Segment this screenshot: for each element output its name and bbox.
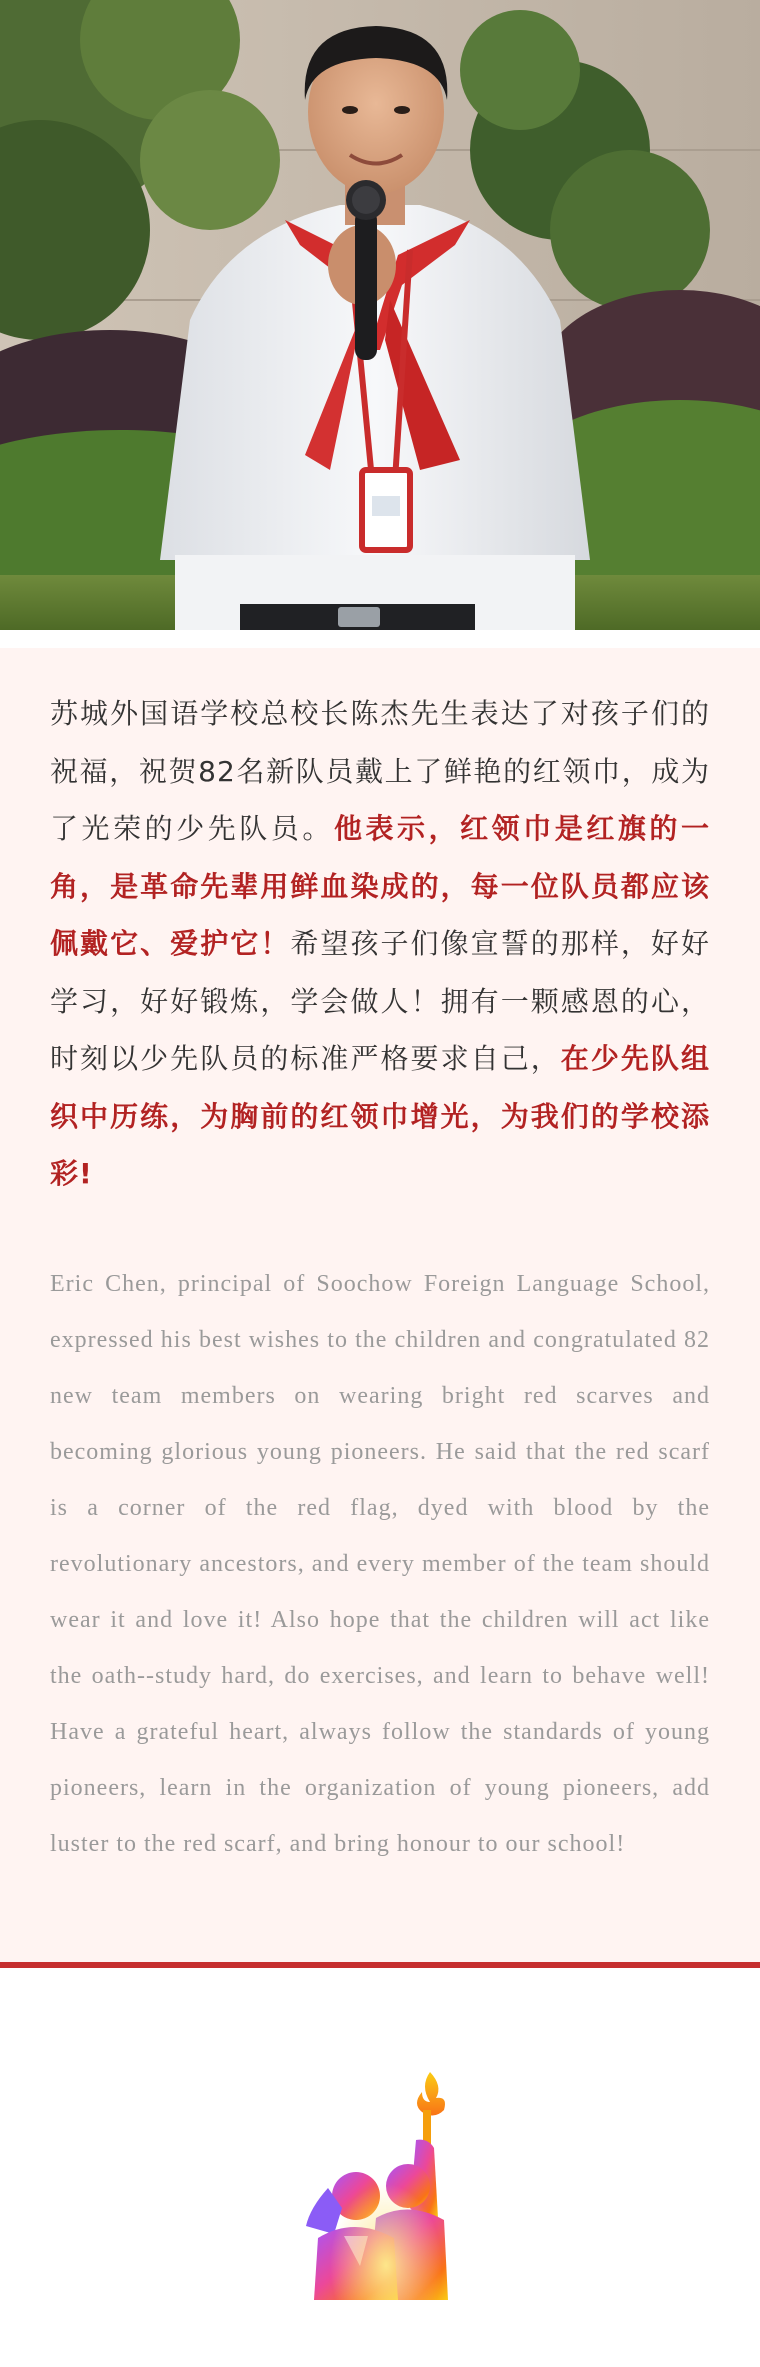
chinese-highlight-2: 在少先队组织中历练，为胸前的红领巾增光，为我们的学校添彩! — [50, 1042, 710, 1190]
young-pioneer-torch-icon — [298, 2068, 458, 2300]
chinese-highlight-1: 他表示，红领巾是红旗的一角，是革命先辈用鲜血染成的，每一位队员都应该佩戴它、爱护它！ — [50, 812, 710, 960]
chinese-paragraph — [50, 685, 710, 1203]
english-paragraph: Eric Chen, principal of Soochow Foreign Language School, expressed his best wishes to the children and congratulated 82 new team members on wearing bright red scarves and becoming glorious young pioneers. He said that the red scarf is a corner of the red flag, dyed with blood by the revolutionary ancestors, and every member of the team should wear it and love it! Also hope that the children will act like the oath--study hard, do exercises, and learn to behave well! Have a grateful heart, always follow the standards of young pioneers, learn in the organization of young pioneers, add luster to the red scarf, and bring honour to our school! — [50, 1271, 710, 1857]
article-section — [0, 648, 760, 1968]
chinese-text-wish: 希望孩子们像宣誓的那样，好好学习，好好锻炼，学会做人！拥有一颗感恩的心，时刻以少先队员的标准严格要求自己， — [50, 927, 710, 1075]
section-divider — [0, 1962, 760, 1968]
chinese-text-intro: 苏城外国语学校总校长陈杰先生表达了对孩子们的祝福，祝贺82名新队员戴上了鲜艳的红领巾，成为了光荣的少先队员。 — [50, 697, 710, 845]
principal-photo — [0, 0, 760, 630]
